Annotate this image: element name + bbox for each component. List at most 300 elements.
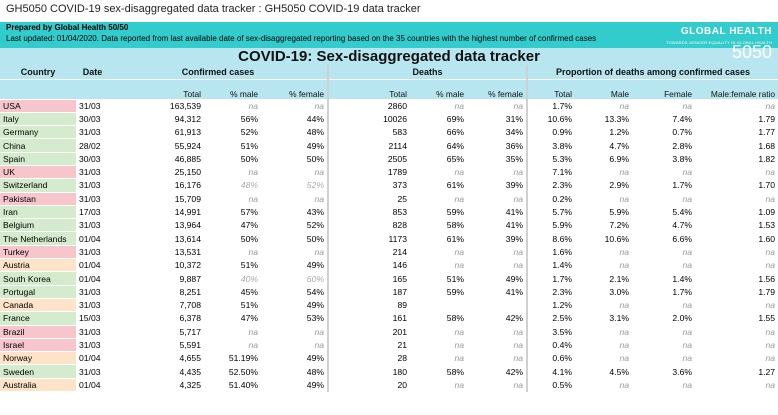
cell-deaths-female: 42% [467, 365, 527, 378]
cell-prop-female: 3.8% [632, 152, 695, 165]
cell-deaths-male: 61% [410, 232, 467, 245]
cell-deaths-male: 64% [410, 139, 467, 152]
cell-deaths-total: 187 [328, 285, 410, 298]
subheader-empty [76, 79, 109, 99]
cell-cases-total: 5,591 [109, 338, 204, 351]
cell-cases-female: na [261, 165, 328, 178]
cell-deaths-male: na [410, 325, 467, 338]
last-updated: Last updated: 01/04/2020. Data reported from last available date of sex-disaggregated reporting based on the 35 countries with the highest number of confirmed cases [6, 34, 597, 43]
cell-deaths-total: 161 [328, 312, 410, 325]
cell-deaths-female: na [467, 99, 527, 112]
cell-cases-female: 43% [261, 205, 328, 218]
cell-date: 31/03 [76, 298, 109, 311]
cell-date: 15/03 [76, 312, 109, 325]
cell-cases-total: 9,887 [109, 272, 204, 285]
cell-deaths-total: 853 [328, 205, 410, 218]
cell-prop-ratio: 1.79 [695, 112, 778, 125]
cell-prop-female: na [632, 245, 695, 258]
cell-prop-female: 1.7% [632, 285, 695, 298]
cell-country: Israel [0, 338, 76, 351]
cell-cases-male: 50% [204, 152, 261, 165]
cell-date: 31/03 [76, 165, 109, 178]
cell-prop-male: na [575, 338, 632, 351]
cell-deaths-male: na [410, 352, 467, 365]
cell-date: 31/03 [76, 126, 109, 139]
cell-prop-ratio: 1.70 [695, 179, 778, 192]
cell-cases-total: 6,378 [109, 312, 204, 325]
prepared-by: Prepared by Global Health 50/50 [6, 23, 129, 32]
cell-deaths-male: 58% [410, 312, 467, 325]
cell-cases-male: 51% [204, 139, 261, 152]
cell-deaths-female: 49% [467, 272, 527, 285]
cell-prop-ratio: 1.09 [695, 205, 778, 218]
table-row [0, 298, 778, 311]
cell-country: China [0, 139, 76, 152]
cell-cases-male: 51% [204, 298, 261, 311]
cell-prop-female: na [632, 352, 695, 365]
cell-cases-male: 45% [204, 285, 261, 298]
cell-cases-total: 13,531 [109, 245, 204, 258]
cell-deaths-total: 21 [328, 338, 410, 351]
cell-prop-ratio: na [695, 165, 778, 178]
gh5050-logo [662, 22, 772, 62]
cell-country: Canada [0, 298, 76, 311]
cell-deaths-total: 165 [328, 272, 410, 285]
cell-prop-male: na [575, 165, 632, 178]
cell-date: 31/03 [76, 192, 109, 205]
table-row [0, 352, 778, 365]
cell-deaths-male: 58% [410, 365, 467, 378]
cell-cases-female: 49% [261, 378, 328, 391]
subheader-deaths-female: % female [467, 79, 527, 99]
cell-cases-female: 49% [261, 352, 328, 365]
cell-deaths-total: 828 [328, 219, 410, 232]
table-row [0, 325, 778, 338]
cell-prop-ratio: 1.82 [695, 152, 778, 165]
table-row [0, 285, 778, 298]
cell-date: 31/03 [76, 219, 109, 232]
cell-deaths-female: na [467, 245, 527, 258]
cell-prop-total: 0.6% [527, 352, 575, 365]
cell-cases-total: 13,964 [109, 219, 204, 232]
cell-deaths-male: 59% [410, 285, 467, 298]
cell-date: 30/03 [76, 112, 109, 125]
cell-cases-female: 50% [261, 152, 328, 165]
cell-cases-total: 5,717 [109, 325, 204, 338]
cell-cases-male: 47% [204, 219, 261, 232]
cell-prop-total: 5.7% [527, 205, 575, 218]
cell-country: Brazil [0, 325, 76, 338]
cell-deaths-female: na [467, 338, 527, 351]
cell-prop-male: 2.9% [575, 179, 632, 192]
cell-cases-male: 51.19% [204, 352, 261, 365]
cell-prop-male: 10.6% [575, 232, 632, 245]
cell-deaths-female: na [467, 259, 527, 272]
table-row [0, 205, 778, 218]
cell-cases-male: na [204, 192, 261, 205]
cell-country: Iran [0, 205, 76, 218]
cell-prop-ratio: na [695, 99, 778, 112]
cell-cases-female: na [261, 99, 328, 112]
cell-country: France [0, 312, 76, 325]
cell-prop-female: 1.4% [632, 272, 695, 285]
cell-prop-male: 3.1% [575, 312, 632, 325]
table-row [0, 259, 778, 272]
cell-prop-female: na [632, 192, 695, 205]
cell-prop-female: 7.4% [632, 112, 695, 125]
cell-prop-total: 2.3% [527, 179, 575, 192]
cell-deaths-total: 89 [328, 298, 410, 311]
cell-prop-male: 3.0% [575, 285, 632, 298]
cell-cases-male: na [204, 99, 261, 112]
cell-cases-female: 52% [261, 179, 328, 192]
cell-cases-total: 14,991 [109, 205, 204, 218]
cell-country: Switzerland [0, 179, 76, 192]
cell-prop-total: 10.6% [527, 112, 575, 125]
cell-prop-female: na [632, 338, 695, 351]
cell-deaths-total: 146 [328, 259, 410, 272]
cell-cases-total: 94,312 [109, 112, 204, 125]
cell-country: Germany [0, 126, 76, 139]
subheader-prop-ratio: Male:female ratio [695, 79, 778, 99]
cell-prop-female: na [632, 298, 695, 311]
subheader-cases-male: % male [204, 79, 261, 99]
cell-prop-female: 2.0% [632, 312, 695, 325]
table-row [0, 139, 778, 152]
cell-cases-male: 56% [204, 112, 261, 125]
cell-deaths-total: 2505 [328, 152, 410, 165]
cell-country: Australia [0, 378, 76, 391]
cell-prop-female: na [632, 99, 695, 112]
table-row [0, 112, 778, 125]
cell-cases-female: na [261, 338, 328, 351]
cell-date: 31/03 [76, 338, 109, 351]
cell-deaths-female: 41% [467, 285, 527, 298]
cell-deaths-male: na [410, 192, 467, 205]
table-row [0, 338, 778, 351]
cell-cases-total: 7,708 [109, 298, 204, 311]
cell-prop-male: na [575, 99, 632, 112]
cell-prop-ratio: na [695, 378, 778, 391]
subheader-cases-female: % female [261, 79, 328, 99]
cell-cases-total: 61,913 [109, 126, 204, 139]
cell-deaths-female: 31% [467, 112, 527, 125]
table-row [0, 192, 778, 205]
cell-date: 01/04 [76, 232, 109, 245]
cell-prop-ratio: na [695, 338, 778, 351]
cell-deaths-male: na [410, 259, 467, 272]
cell-deaths-male: na [410, 165, 467, 178]
cell-cases-total: 25,150 [109, 165, 204, 178]
cell-cases-total: 16,176 [109, 179, 204, 192]
table-row [0, 99, 778, 112]
cell-prop-ratio: 1.55 [695, 312, 778, 325]
cell-prop-female: na [632, 325, 695, 338]
cell-date: 30/03 [76, 152, 109, 165]
subheader-deaths-total: Total [328, 79, 410, 99]
group-header-row [0, 65, 778, 79]
cell-cases-total: 4,435 [109, 365, 204, 378]
cell-cases-male: na [204, 165, 261, 178]
cell-prop-male: 2.1% [575, 272, 632, 285]
cell-prop-male: na [575, 245, 632, 258]
cell-date: 01/04 [76, 259, 109, 272]
cell-cases-total: 15,709 [109, 192, 204, 205]
cell-prop-ratio: 1.56 [695, 272, 778, 285]
table-row [0, 179, 778, 192]
cell-date: 31/03 [76, 245, 109, 258]
cell-country: Belgium [0, 219, 76, 232]
cell-deaths-female: 41% [467, 219, 527, 232]
cell-deaths-male: 65% [410, 152, 467, 165]
cell-prop-total: 5.9% [527, 219, 575, 232]
cell-prop-total: 7.1% [527, 165, 575, 178]
subheader-prop-total: Total [527, 79, 575, 99]
cell-deaths-male: 58% [410, 219, 467, 232]
table-row [0, 312, 778, 325]
subheader-row [0, 79, 778, 99]
cell-prop-female: 5.4% [632, 205, 695, 218]
logo-tagline: TOWARDS GENDER EQUALITY IN GLOBAL HEALTH [666, 40, 772, 45]
cell-date: 01/04 [76, 352, 109, 365]
cell-cases-female: 48% [261, 126, 328, 139]
cell-cases-male: na [204, 325, 261, 338]
cell-deaths-total: 201 [328, 325, 410, 338]
cell-prop-total: 0.9% [527, 126, 575, 139]
cell-prop-male: na [575, 378, 632, 391]
logo-word: GLOBAL HEALTH [680, 26, 772, 37]
table-row [0, 245, 778, 258]
cell-prop-total: 1.7% [527, 272, 575, 285]
cell-prop-total: 1.6% [527, 245, 575, 258]
cell-prop-total: 0.4% [527, 338, 575, 351]
table-title: COVID-19: Sex-disaggregated data tracker [0, 48, 778, 65]
table-title-row [0, 48, 778, 65]
cell-prop-total: 1.4% [527, 259, 575, 272]
cell-date: 31/03 [76, 325, 109, 338]
cell-prop-total: 0.5% [527, 378, 575, 391]
cell-date: 17/03 [76, 205, 109, 218]
cell-deaths-total: 1789 [328, 165, 410, 178]
cell-date: 01/04 [76, 378, 109, 391]
cell-date: 01/04 [76, 272, 109, 285]
cell-prop-ratio: 1.77 [695, 126, 778, 139]
cell-prop-female: 0.7% [632, 126, 695, 139]
cell-deaths-total: 2114 [328, 139, 410, 152]
cell-prop-total: 1.2% [527, 298, 575, 311]
cell-cases-female: 60% [261, 272, 328, 285]
cell-deaths-female: 36% [467, 139, 527, 152]
tracker-table [0, 48, 778, 392]
subheader-deaths-male: % male [410, 79, 467, 99]
cell-deaths-total: 1173 [328, 232, 410, 245]
cell-country: UK [0, 165, 76, 178]
cell-deaths-male: 51% [410, 272, 467, 285]
cell-prop-female: 2.8% [632, 139, 695, 152]
cell-prop-total: 1.7% [527, 99, 575, 112]
cell-cases-male: 52.50% [204, 365, 261, 378]
subheader-prop-male: Male [575, 79, 632, 99]
cell-deaths-female: 39% [467, 232, 527, 245]
header-deaths: Deaths [328, 65, 527, 79]
cell-prop-total: 2.3% [527, 285, 575, 298]
cell-prop-ratio: 1.68 [695, 139, 778, 152]
cell-prop-male: 4.7% [575, 139, 632, 152]
cell-cases-female: 49% [261, 298, 328, 311]
cell-cases-total: 10,372 [109, 259, 204, 272]
cell-prop-ratio: 1.60 [695, 232, 778, 245]
cell-cases-total: 8,251 [109, 285, 204, 298]
cell-deaths-female: na [467, 165, 527, 178]
cell-prop-male: 5.9% [575, 205, 632, 218]
header-proportion: Proportion of deaths among confirmed cases [527, 65, 778, 79]
cell-cases-female: na [261, 325, 328, 338]
cell-deaths-total: 373 [328, 179, 410, 192]
cell-cases-female: 52% [261, 219, 328, 232]
cell-cases-female: na [261, 245, 328, 258]
cell-prop-male: na [575, 298, 632, 311]
cell-deaths-female [467, 298, 527, 311]
cell-cases-female: 54% [261, 285, 328, 298]
cell-prop-male: 6.9% [575, 152, 632, 165]
header-country: Country [0, 65, 76, 79]
cell-prop-female: 1.7% [632, 179, 695, 192]
header-date: Date [76, 65, 109, 79]
cell-prop-male: 13.3% [575, 112, 632, 125]
cell-date: 31/03 [76, 285, 109, 298]
cell-deaths-male: 69% [410, 112, 467, 125]
cell-prop-female: 4.7% [632, 219, 695, 232]
table-row [0, 378, 778, 391]
cell-deaths-total: 583 [328, 126, 410, 139]
cell-cases-total: 4,655 [109, 352, 204, 365]
cell-deaths-female: 35% [467, 152, 527, 165]
cell-deaths-male: na [410, 338, 467, 351]
cell-deaths-female: na [467, 192, 527, 205]
cell-cases-female: 44% [261, 112, 328, 125]
cell-prop-ratio: 1.53 [695, 219, 778, 232]
cell-prop-male: na [575, 192, 632, 205]
cell-cases-total: 13,614 [109, 232, 204, 245]
cell-cases-male: na [204, 245, 261, 258]
cell-date: 31/03 [76, 365, 109, 378]
cell-country: Pakistan [0, 192, 76, 205]
cell-cases-female: 53% [261, 312, 328, 325]
cell-deaths-female: 34% [467, 126, 527, 139]
cell-country: Austria [0, 259, 76, 272]
cell-deaths-male: 66% [410, 126, 467, 139]
cell-prop-total: 8.6% [527, 232, 575, 245]
cell-deaths-male: 59% [410, 205, 467, 218]
table-row [0, 126, 778, 139]
cell-cases-female: 49% [261, 259, 328, 272]
table-row [0, 232, 778, 245]
cell-prop-female: 6.6% [632, 232, 695, 245]
cell-prop-male: 4.5% [575, 365, 632, 378]
cell-date: 31/03 [76, 179, 109, 192]
cell-prop-total: 3.8% [527, 139, 575, 152]
cell-cases-total: 163,539 [109, 99, 204, 112]
cell-cases-male: na [204, 338, 261, 351]
cell-deaths-total: 10026 [328, 112, 410, 125]
cell-deaths-female: 42% [467, 312, 527, 325]
cell-deaths-male: na [410, 99, 467, 112]
subheader-cases-total: Total [109, 79, 204, 99]
cell-cases-male: 50% [204, 232, 261, 245]
cell-cases-total: 4,325 [109, 378, 204, 391]
cell-deaths-male [410, 298, 467, 311]
cell-prop-total: 0.2% [527, 192, 575, 205]
cell-deaths-total: 214 [328, 245, 410, 258]
cell-deaths-total: 180 [328, 365, 410, 378]
cell-cases-male: 48% [204, 179, 261, 192]
cell-deaths-male: na [410, 378, 467, 391]
cell-prop-male: na [575, 352, 632, 365]
table-row [0, 165, 778, 178]
cell-prop-male: na [575, 259, 632, 272]
cell-deaths-female: na [467, 378, 527, 391]
cell-deaths-total: 2860 [328, 99, 410, 112]
cell-cases-male: 57% [204, 205, 261, 218]
cell-country: The Netherlands [0, 232, 76, 245]
cell-cases-male: 47% [204, 312, 261, 325]
table-row [0, 219, 778, 232]
cell-prop-ratio: na [695, 325, 778, 338]
cell-prop-female: na [632, 165, 695, 178]
cell-country: South Korea [0, 272, 76, 285]
table-row [0, 152, 778, 165]
cell-cases-female: 50% [261, 232, 328, 245]
cell-prop-ratio: 1.79 [695, 285, 778, 298]
cell-cases-male: 52% [204, 126, 261, 139]
table-row [0, 365, 778, 378]
cell-cases-total: 55,924 [109, 139, 204, 152]
cell-deaths-female: 41% [467, 205, 527, 218]
cell-prop-total: 2.5% [527, 312, 575, 325]
cell-deaths-total: 25 [328, 192, 410, 205]
cell-deaths-total: 28 [328, 352, 410, 365]
cell-country: Turkey [0, 245, 76, 258]
cell-cases-male: 40% [204, 272, 261, 285]
cell-country: Norway [0, 352, 76, 365]
cell-country: Spain [0, 152, 76, 165]
window-title: GH5050 COVID-19 sex-disaggregated data tracker : GH5050 COVID-19 data tracker [0, 0, 778, 22]
cell-deaths-female: na [467, 325, 527, 338]
cell-country: Italy [0, 112, 76, 125]
cell-cases-female: 48% [261, 365, 328, 378]
cell-prop-ratio: na [695, 352, 778, 365]
cell-cases-female: na [261, 192, 328, 205]
cell-cases-female: 49% [261, 139, 328, 152]
cell-cases-total: 46,885 [109, 152, 204, 165]
cell-cases-male: 51% [204, 259, 261, 272]
cell-prop-total: 4.1% [527, 365, 575, 378]
logo-number: 5050 [731, 42, 772, 62]
cell-deaths-male: 61% [410, 179, 467, 192]
cell-prop-ratio: na [695, 192, 778, 205]
cell-prop-female: 3.6% [632, 365, 695, 378]
cell-prop-ratio: na [695, 259, 778, 272]
cell-country: USA [0, 99, 76, 112]
cell-prop-ratio: na [695, 298, 778, 311]
cell-date: 28/02 [76, 139, 109, 152]
table-row [0, 272, 778, 285]
cell-deaths-total: 20 [328, 378, 410, 391]
subheader-empty [0, 79, 76, 99]
cell-prop-ratio: na [695, 245, 778, 258]
cell-prop-female: na [632, 378, 695, 391]
cell-cases-male: 51.40% [204, 378, 261, 391]
